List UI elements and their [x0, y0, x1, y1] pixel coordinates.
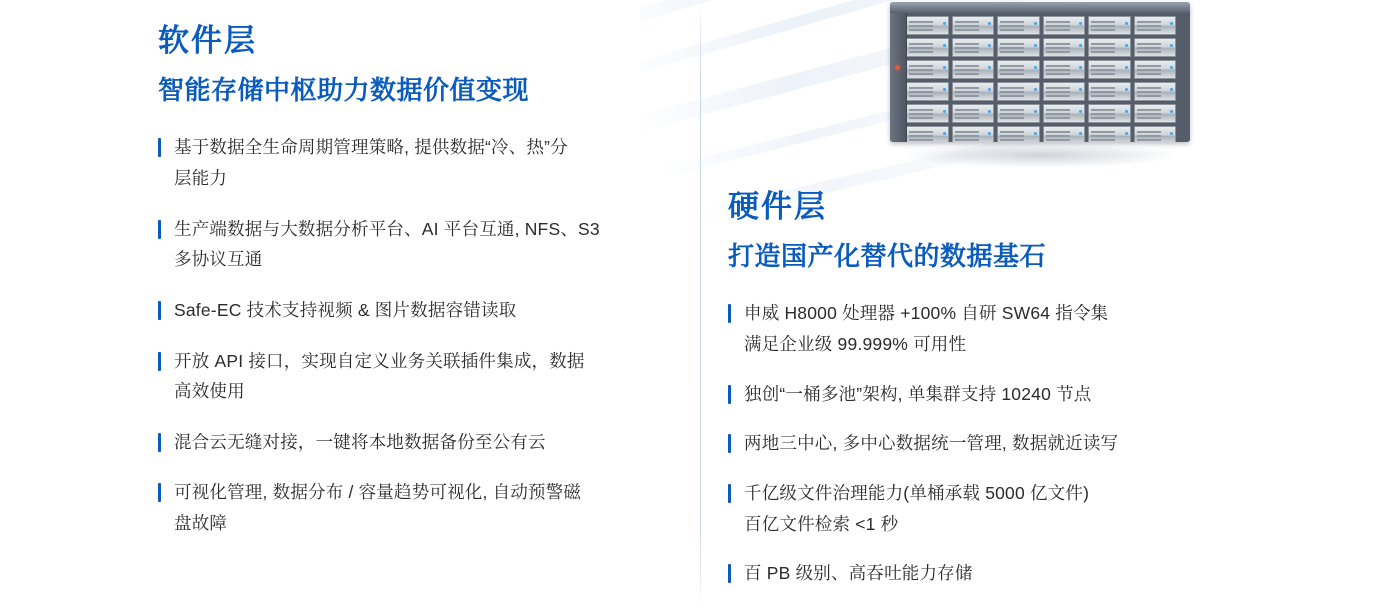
bullet-line: 混合云无缝对接，一键将本地数据备份至公有云 [174, 431, 546, 452]
list-item [158, 132, 680, 193]
bullet-line: 百亿文件检索 <1 秒 [744, 513, 899, 534]
bullet-line: 满足企业级 99.999% 可用性 [744, 334, 967, 354]
software-layer-subtitle: 智能存储中枢助力数据价值变现 [158, 75, 530, 106]
bullet-line: 可视化管理, 数据分布 / 容量趋势可视化, 自动预警磁 [174, 482, 582, 503]
bullet-line: 多协议互通 [174, 249, 263, 270]
bullet-line: 两地三中心, 多中心数据统一管理, 数据就近读写 [744, 433, 1119, 454]
list-item [158, 346, 680, 407]
list-item [728, 558, 1380, 589]
bullet-line: Safe-EC 技术支持视频 & 图片数据容错读取 [174, 299, 517, 320]
list-item [728, 428, 1380, 459]
hardware-layer-subtitle: 打造国产化替代的数据基石 [728, 241, 1047, 272]
list-item [158, 295, 680, 326]
list-item [728, 478, 1380, 539]
software-layer-title: 软件层 [158, 23, 257, 58]
hardware-layer-bullet-list [728, 298, 1380, 588]
bullet-line: 层能力 [174, 168, 228, 188]
bullet-line: 生产端数据与大数据分析平台、AI 平台互通, NFS、S3 [174, 218, 600, 239]
bullet-line: 盘故障 [174, 513, 228, 533]
bullet-line: 基于数据全生命周期管理策略, 提供数据“冷、热”分 [174, 137, 568, 158]
list-item [158, 477, 680, 538]
bullet-line: 开放 API 接口，实现自定义业务关联插件集成，数据 [174, 350, 585, 371]
bullet-line: 申威 H8000 处理器 +100% 自研 SW64 指令集 [744, 303, 1109, 324]
bullet-line: 高效使用 [174, 381, 245, 402]
hardware-layer-title: 硬件层 [728, 189, 827, 224]
bullet-line: 独创“一桶多池”架构, 单集群支持 10240 节点 [744, 383, 1092, 404]
bullet-line: 千亿级文件治理能力(单桶承载 5000 亿文件) [744, 482, 1090, 503]
list-item [158, 214, 680, 275]
software-layer-bullet-list [158, 132, 680, 538]
list-item [158, 427, 680, 458]
bullet-line: 百 PB 级别、高吞吐能力存储 [744, 563, 973, 584]
list-item [728, 298, 1380, 359]
hardware-layer-column [700, 0, 1400, 608]
list-item [728, 379, 1380, 410]
